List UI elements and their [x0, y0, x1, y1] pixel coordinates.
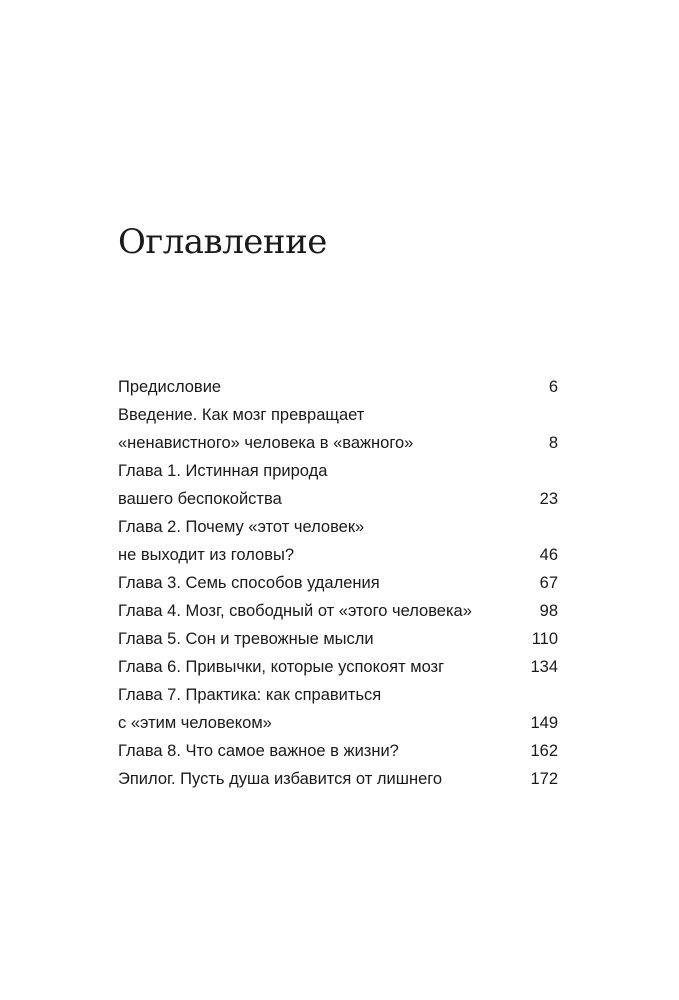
- table-of-contents: [118, 373, 558, 793]
- toc-entry: [118, 541, 558, 569]
- toc-entry: [118, 457, 558, 485]
- toc-entry-text: Предисловие: [118, 378, 222, 396]
- toc-entry-text: «ненавистного» человека в «важного»: [118, 434, 414, 452]
- toc-entry-text: Глава 2. Почему «этот человек»: [118, 518, 365, 536]
- toc-page-number: 134: [530, 658, 558, 676]
- toc-entry-text: Эпилог. Пусть душа избавится от лишнего: [118, 770, 443, 788]
- toc-page-number: 172: [530, 770, 558, 788]
- toc-page-number: 8: [548, 434, 558, 452]
- toc-entry-text: Глава 3. Семь способов удаления: [118, 574, 380, 592]
- toc-entry: [118, 765, 558, 793]
- toc-page-number: 162: [530, 742, 558, 760]
- toc-entry-text: вашего беспокойства: [118, 490, 282, 508]
- toc-entry: [118, 625, 558, 653]
- toc-page-number: 23: [539, 490, 558, 508]
- toc-entry-text: с «этим человеком»: [118, 714, 272, 732]
- toc-entry-text: Глава 4. Мозг, свободный от «этого человека»: [118, 602, 472, 620]
- toc-page-number: 110: [531, 630, 558, 648]
- toc-page-number: 98: [539, 602, 558, 620]
- toc-entry: [118, 429, 558, 457]
- toc-page-number: 46: [539, 546, 558, 564]
- toc-entry-text: Глава 5. Сон и тревожные мысли: [118, 630, 374, 648]
- toc-entry-text: Глава 7. Практика: как справиться: [118, 686, 382, 704]
- page-title: Оглавление: [118, 222, 327, 262]
- toc-entry: [118, 569, 558, 597]
- toc-page-number: 149: [530, 714, 558, 732]
- toc-entry: [118, 681, 558, 709]
- toc-entry: [118, 597, 558, 625]
- toc-entry: [118, 653, 558, 681]
- toc-entry-text: Глава 6. Привычки, которые успокоят мозг: [118, 658, 445, 676]
- toc-entry-text: Глава 8. Что самое важное в жизни?: [118, 742, 399, 760]
- toc-entry: [118, 709, 558, 737]
- toc-entry-text: Введение. Как мозг превращает: [118, 406, 365, 424]
- toc-entry-text: Глава 1. Истинная природа: [118, 462, 328, 480]
- toc-entry: [118, 401, 558, 429]
- toc-page-number: 67: [539, 574, 558, 592]
- toc-entry-text: не выходит из головы?: [118, 546, 294, 564]
- toc-page-number: 6: [548, 378, 558, 396]
- toc-entry: [118, 513, 558, 541]
- toc-entry: [118, 737, 558, 765]
- toc-entry: [118, 485, 558, 513]
- toc-entry: [118, 373, 558, 401]
